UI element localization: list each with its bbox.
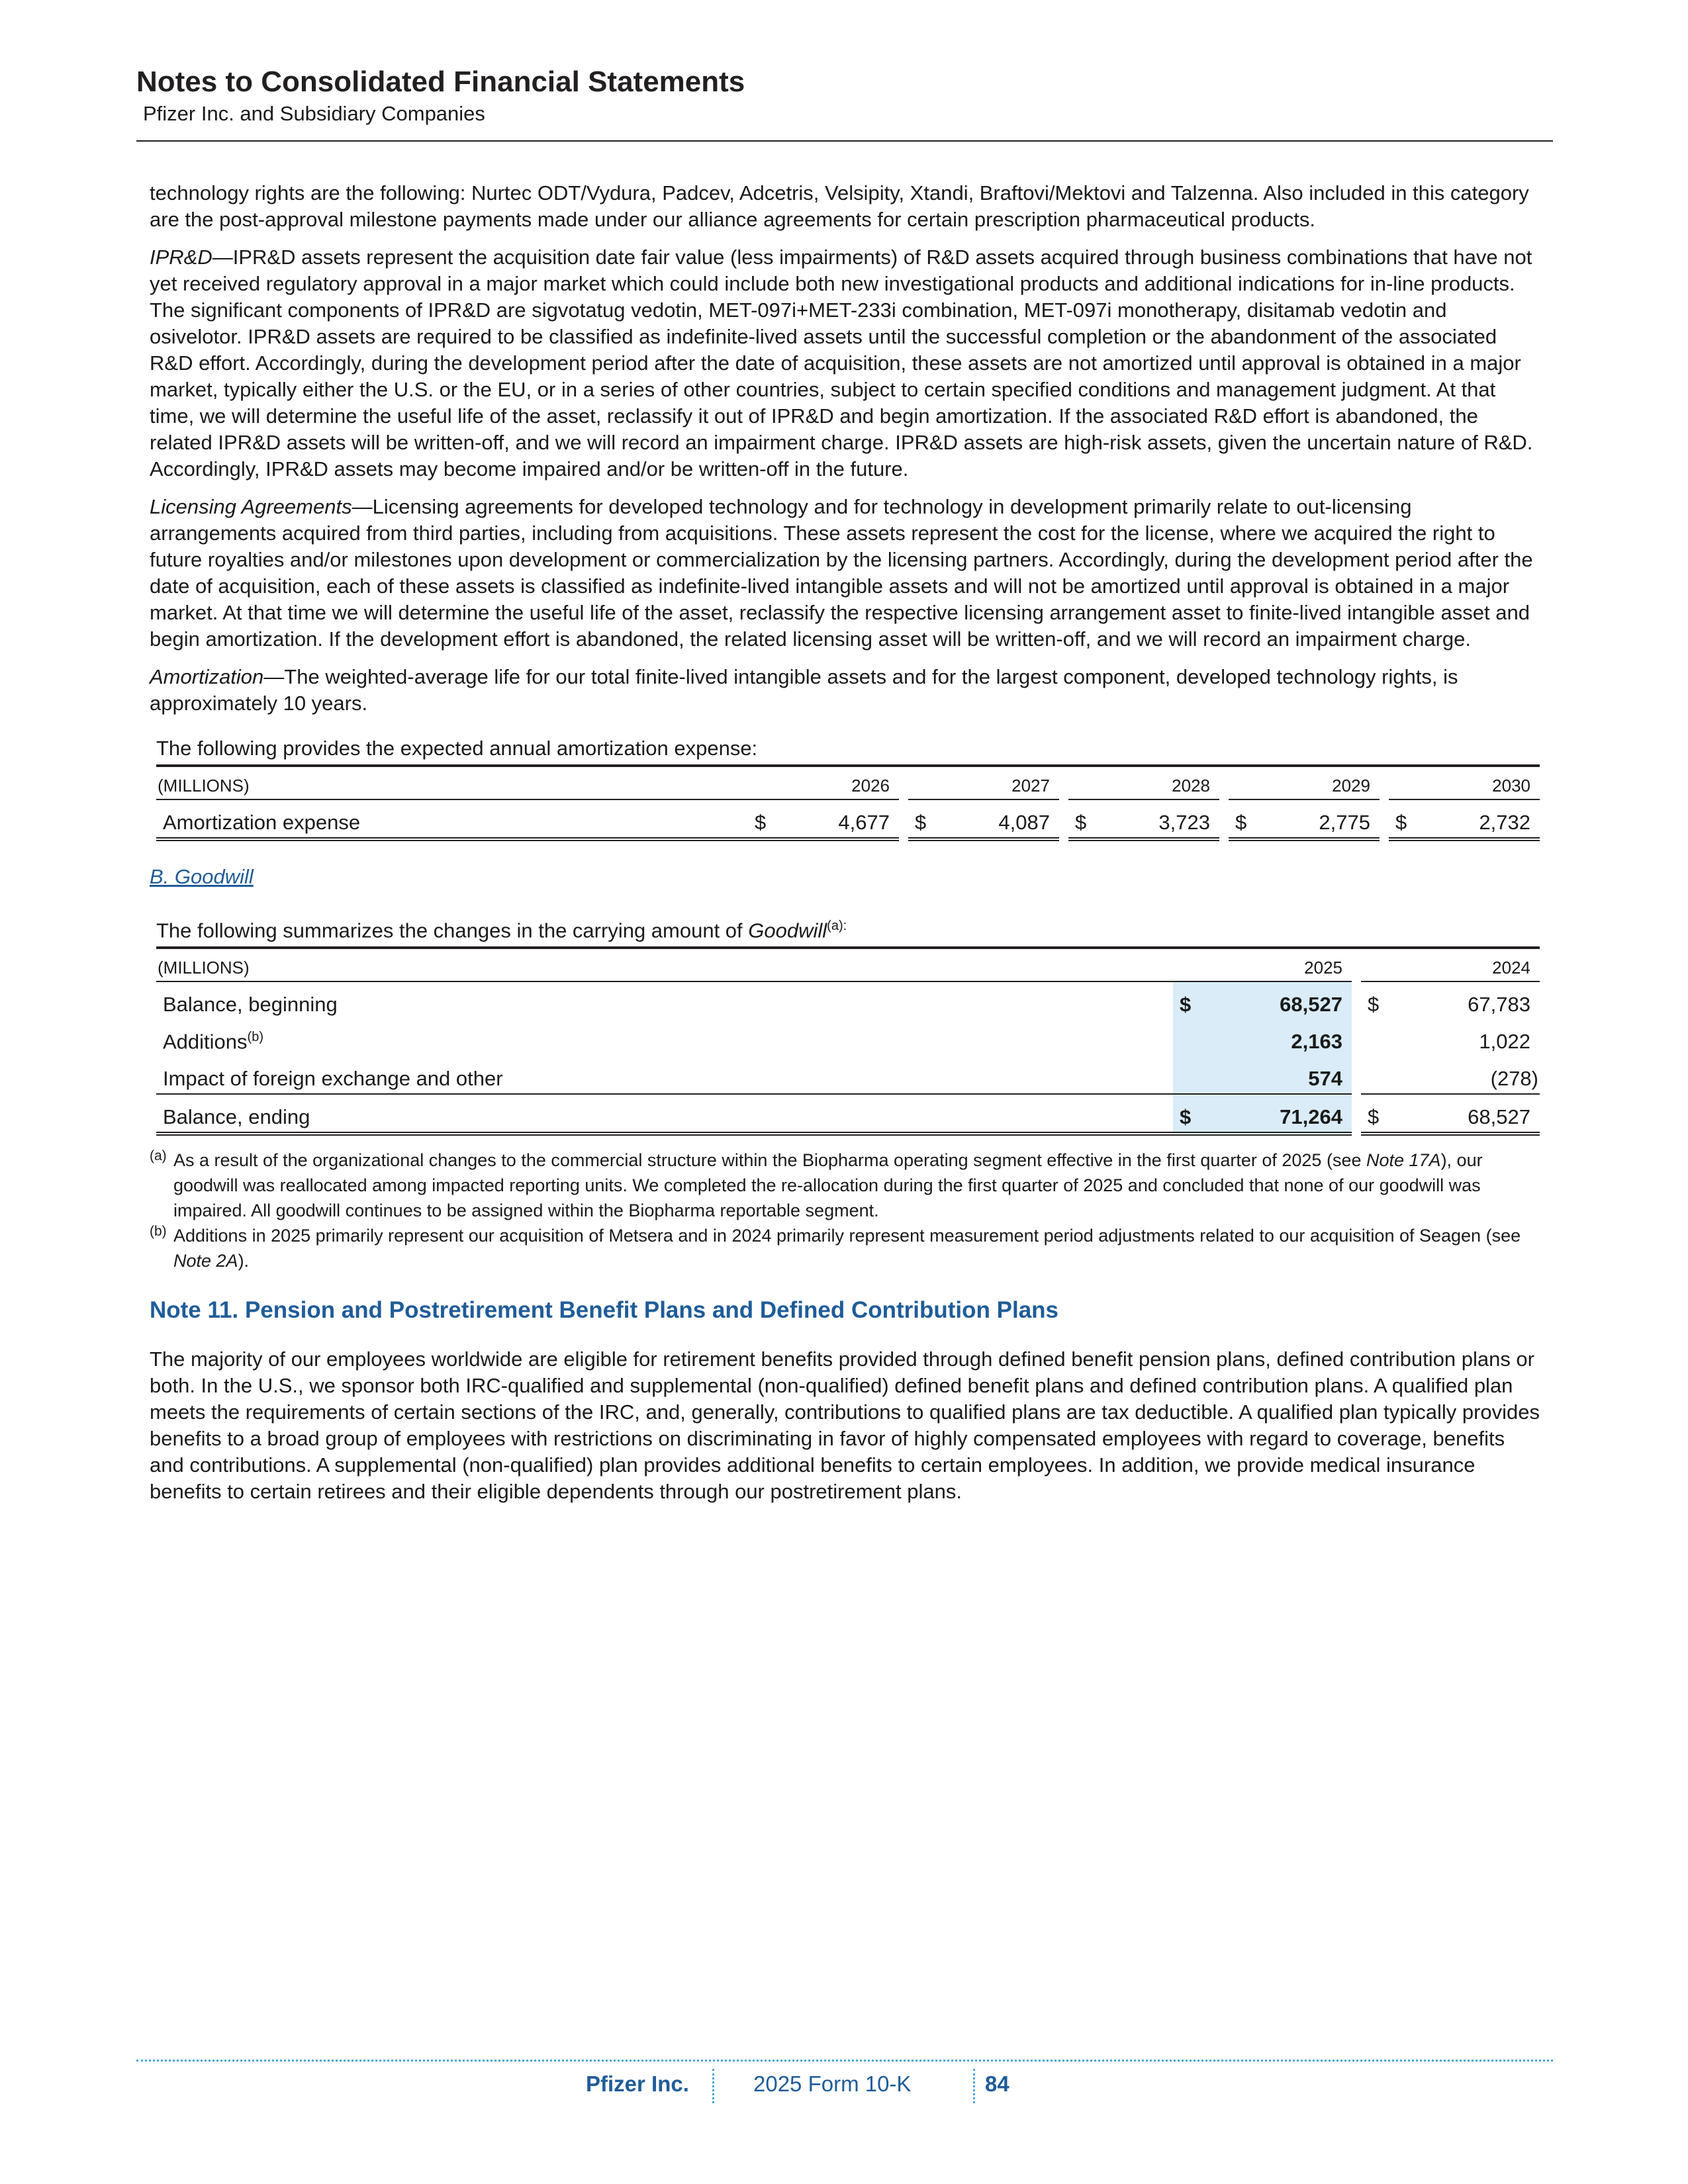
currency-symbol: $ [908, 799, 939, 839]
value-2025: 2,163 [1203, 1019, 1352, 1056]
paragraph-iprd [150, 244, 1544, 482]
currency-symbol: $ [1068, 799, 1099, 839]
amortization-value: 4,677 [778, 799, 899, 839]
header-divider [136, 140, 1553, 142]
currency-symbol: $ [1361, 1094, 1391, 1134]
year-header: 2028 [1068, 766, 1219, 799]
footer-separator [973, 2069, 975, 2103]
amortization-value: 4,087 [939, 799, 1059, 839]
footnote-b: (b) Additions in 2025 primarily represent our acquisition of Metsera and in 2024 primarily represent measurement period adjustments related to our acquisition of Seagen (see Note 2A). [150, 1223, 1544, 1273]
paragraph-licensing [150, 494, 1544, 653]
currency-symbol: $ [1389, 799, 1419, 839]
amortization-value: 2,732 [1419, 799, 1540, 839]
row-label: Balance, beginning [163, 993, 338, 1017]
value-2025: 71,264 [1203, 1094, 1352, 1134]
footnote-marker: (b) [150, 1224, 167, 1240]
row-label: Amortization expense [156, 799, 748, 839]
amortization-value: 3,723 [1099, 799, 1219, 839]
amortization-header-row [156, 766, 1540, 799]
paragraph-amortization [150, 664, 1544, 717]
document-subtitle: Pfizer Inc. and Subsidiary Companies [143, 102, 485, 125]
licensing-lead: Licensing Agreements [150, 495, 352, 518]
note-reference: Note 2A [173, 1251, 238, 1271]
footer-company: Pfizer Inc. [586, 2071, 689, 2096]
note-reference: Note 17A [1366, 1150, 1441, 1171]
amortization-body: —The weighted-average life for our total finite-lived intangible assets and for the largest component, developed technology rights, is approximately 10 years. [150, 665, 1458, 715]
value-2025: 68,527 [1203, 981, 1352, 1019]
currency-symbol: $ [748, 799, 778, 839]
value-2024: 1,022 [1479, 1030, 1530, 1054]
iprd-body: —IPR&D assets represent the acquisition date fair value (less impairments) of R&D assets acquired through business combinations that have not yet received regulatory approval in a major market which could include both new investigational products and additional indications for in-line products. The significant components of IPR&D are sigvotatug vedotin, MET-097i+MET-233i combination, MET-097i monotherapy, disitamab vedotin and osivelotor. IPR&D assets are required to be classified as indefinite-lived assets until the successful completion or the abandonment of the associated R&D effort. Accordingly, during the development period after the date of acquisition, these assets are not amortized until approval is obtained in a major market, typically either the U.S. or the EU, or in a series of other countries, subject to certain specified conditions and management judgment. At that time, we will determine the useful life of the asset, reclassify it out of IPR&D and begin amortization. If the associated R&D effort is abandoned, the related IPR&D assets will be written-off, and we will record an impairment charge. IPR&D assets are high-risk assets, given the uncertain nature of R&D. Accordingly, IPR&D assets may become impaired and/or be written-off in the future. [150, 246, 1533, 480]
currency-symbol: $ [1229, 799, 1259, 839]
footer-divider [136, 2060, 1553, 2062]
value-2024: 67,783 [1468, 993, 1530, 1017]
currency-symbol: $ [1173, 1094, 1203, 1134]
footer-separator [712, 2069, 714, 2103]
row-label: Additions$^{(b)}$ [163, 1030, 263, 1054]
amortization-expense-row [156, 799, 1540, 839]
goodwill-table [156, 946, 1540, 1136]
goodwill-header-row [156, 948, 1540, 981]
year-header-2024: 2024 [1361, 948, 1540, 981]
goodwill-term: Goodwill [748, 919, 827, 942]
amortization-table-intro: The following provides the expected annual amortization expense: [156, 737, 758, 760]
footnote-marker: (a) [150, 1148, 167, 1164]
goodwill-row-additions [156, 1019, 1540, 1056]
row-label: Impact of foreign exchange and other [163, 1067, 503, 1091]
year-header-2025: 2025 [1173, 948, 1352, 981]
year-header: 2029 [1229, 766, 1380, 799]
iprd-lead: IPR&D [150, 246, 212, 269]
amortization-value: 2,775 [1259, 799, 1380, 839]
goodwill-row-ending [156, 1094, 1540, 1134]
units-label: (MILLIONS) [156, 948, 1173, 981]
page-content [150, 180, 1544, 1516]
goodwill-section-link[interactable]: B. Goodwill [150, 865, 254, 888]
units-label: (MILLIONS) [156, 766, 748, 799]
page-header [136, 64, 1553, 127]
value-2024: (278) [1490, 1067, 1538, 1091]
page-number: 84 [985, 2071, 1009, 2096]
note-11-body: The majority of our employees worldwide are eligible for retirement benefits provided through defined benefit pension plans, defined contribution plans or both. In the U.S., we sponsor both IRC-qualified and supplemental (non-qualified) defined benefit plans and defined contribution plans. A qualified plan meets the requirements of certain sections of the IRC, and, generally, contributions to qualified plans are tax deductible. A qualified plan typically provides benefits to a broad group of employees with restrictions on discriminating in favor of highly compensated employees with regard to coverage, benefits and contributions. A supplemental (non-qualified) plan provides additional benefits to certain employees. In addition, we provide medical insurance benefits to certain retirees and their eligible dependents through our postretirement plans. [150, 1347, 1540, 1504]
footnotes [150, 1148, 1544, 1273]
footnote-ref-b: (b) [247, 1030, 263, 1044]
year-header: 2030 [1389, 766, 1540, 799]
amortization-lead: Amortization [150, 665, 264, 688]
amortization-table [156, 764, 1540, 841]
document-title: Notes to Consolidated Financial Statements [136, 66, 745, 98]
currency-symbol: $ [1173, 981, 1203, 1019]
paragraph-technology-rights: technology rights are the following: Nurtec ODT/Vydura, Padcev, Adcetris, Velsipity, Xtandi, Braftovi/Mektovi and Talzenna. Also included in this category are the post-approval milestone payments made under our alliance agreements for certain prescription pharmaceutical products. [150, 181, 1529, 231]
goodwill-table-intro [156, 913, 1544, 944]
year-header: 2026 [748, 766, 899, 799]
year-header: 2027 [908, 766, 1059, 799]
footer-form: 2025 Form 10-K [753, 2071, 912, 2096]
value-2024: 68,527 [1391, 1094, 1540, 1134]
goodwill-intro-text: The following summarizes the changes in the carrying amount of [156, 919, 749, 942]
goodwill-row-beginning [156, 981, 1540, 1019]
row-label: Balance, ending [156, 1094, 1173, 1134]
goodwill-row-fx [156, 1056, 1540, 1094]
page-footer [0, 2069, 1688, 2099]
note-11-heading: Note 11. Pension and Postretirement Benefit Plans and Defined Contribution Plans [150, 1297, 1058, 1324]
value-2025: 574 [1203, 1056, 1352, 1094]
currency-symbol: $ [1368, 993, 1380, 1017]
licensing-body: —Licensing agreements for developed technology and for technology in development primarily relate to out-licensing arrangements acquired from third parties, including from acquisitions. These assets represent the cost for the license, where we acquired the right to future royalties and/or milestones upon development or commercialization by the licensing partners. Accordingly, during the development period after the date of acquisition, each of these assets is classified as indefinite-lived intangible assets and will not be amortized until approval is obtained in a major market. At that time we will determine the useful life of the asset, reclassify the respective licensing arrangement asset to finite-lived intangible asset and begin amortization. If the development effort is abandoned, the related licensing asset will be written-off, and we will record an impairment charge. [150, 495, 1533, 651]
footnote-a: (a) As a result of the organizational changes to the commercial structure within the Biopharma operating segment effective in the first quarter of 2025 (see Note 17A), our goodwill was reallocated among impacted reporting units. We completed the re-allocation during the first quarter of 2025 and concluded that none of our goodwill was impaired. All goodwill continues to be assigned within the Biopharma reportable segment. [150, 1148, 1544, 1223]
footnote-ref-a: (a): [827, 919, 847, 933]
